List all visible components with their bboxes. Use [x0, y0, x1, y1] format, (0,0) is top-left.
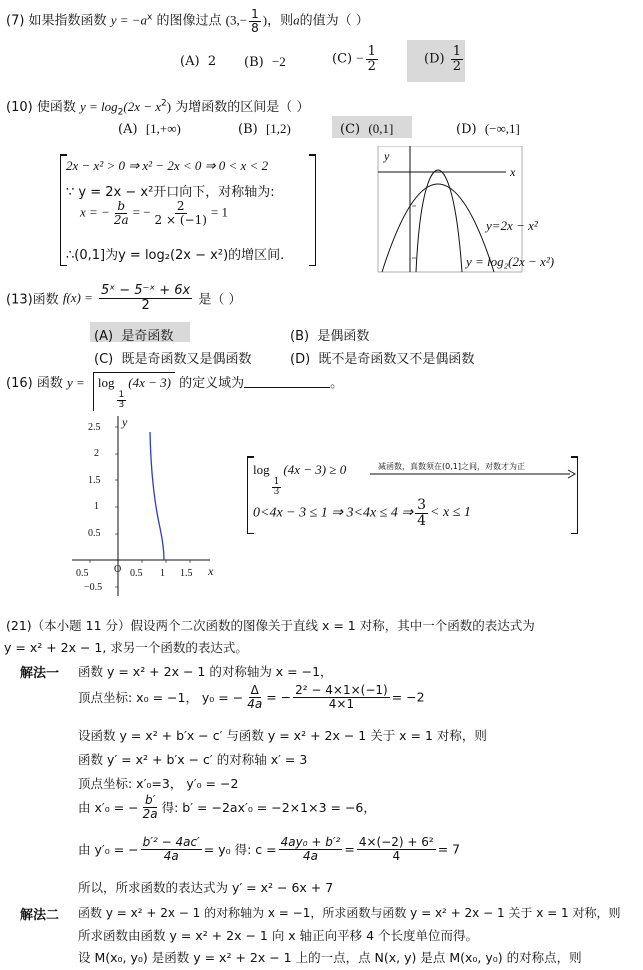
q7-option-d-label: (D): [424, 51, 445, 67]
q16-curve: [150, 432, 164, 560]
q7-option-c-den: 2: [367, 58, 376, 74]
q16-sol-l2-den: 4: [417, 512, 427, 529]
q16-prefix: (16) 函数: [6, 376, 63, 391]
q21-m1-l7-num1: b′² − 4ac′: [142, 835, 200, 849]
q21-m1-l2-a: 顶点坐标: x₀ = −1， y₀ = −: [78, 690, 244, 706]
q16-log-arg: (4x − 3): [128, 375, 171, 390]
q7-mid: 的图像过点: [156, 13, 222, 29]
q7-option-a-label: (A): [180, 54, 200, 69]
q13-option-c-label: (C): [94, 352, 114, 367]
q10-option-d-label: (D): [456, 122, 477, 137]
q16-arrow-note: 减函数，真数须在(0,1]之间，对数才为正: [378, 462, 525, 471]
q21-m1-l6-den: 2a: [142, 806, 158, 821]
q21-m1-line1: 函数 y = x² + 2x − 1 的对称轴为 x = −1，: [78, 664, 333, 679]
q10-option-a-value: [1,+∞): [145, 121, 181, 136]
q13-option-a-value: 是奇函数: [121, 329, 174, 344]
q16-sol-line1: [253, 462, 346, 498]
q21-m1-line4: 函数 y′ = x² + b′x − c′ 的对称轴 x′ = 3: [78, 752, 308, 767]
q7-option-d[interactable]: [424, 45, 465, 73]
q13-option-c-value: 既是奇函数又是偶函数: [121, 352, 252, 367]
q13-stem: [6, 284, 242, 312]
q21-m1-line3: 设函数 y = x² + b′x − c′ 与函数 y = x² + 2x − 1 关于 x = 1 对称，则: [78, 728, 487, 743]
q16-sol-base-den: 3: [273, 487, 280, 498]
q21-method2-label: 解法二: [20, 908, 60, 923]
q21-m1-l7-c: =: [344, 841, 355, 857]
q16-arrow: [370, 469, 578, 479]
q13-option-b-value: 是偶函数: [317, 329, 370, 344]
q13-option-a[interactable]: [94, 325, 173, 344]
q7-func: y = −a: [110, 12, 148, 28]
q16-ytick-neg0.5: −0.5: [84, 582, 103, 593]
q16-graph: [64, 410, 224, 600]
q10-stem: [6, 96, 309, 118]
q16-end: 。: [330, 376, 344, 391]
q21-m1-l7-num3: 4×(−2) + 6²: [358, 835, 434, 849]
q10-func-arg: (2x − x: [123, 99, 162, 114]
q10-label1-text: y=2x − x²: [486, 218, 538, 233]
q21-m1-l7-frac1: [141, 836, 202, 862]
q7-option-c-frac: [366, 45, 378, 73]
q21-m1-line6: [78, 794, 376, 820]
q10-graph-label-parabola: [486, 218, 538, 234]
q21-m1-l7-den2: 4a: [303, 848, 318, 863]
q7-prefix: (7) 如果指数函数: [6, 13, 107, 29]
q21-m1-l2-b: = −: [266, 689, 292, 705]
q7-option-c-label: (C): [332, 51, 353, 67]
q16-origin: O: [114, 564, 122, 575]
q16-log-base: [117, 391, 127, 411]
q7-point-den: 8: [251, 20, 259, 35]
q21-m2-line2: 所求函数由函数 y = x² + 2x − 1 向 x 轴正向平移 4 个长度单位而得。: [78, 928, 479, 943]
q10-sol-l3-frac2: [153, 200, 209, 226]
q21-line2: y = x² + 2x − 1, 求另一个函数的表达式。: [4, 640, 248, 655]
q16-sol-l2-frac: [415, 498, 428, 528]
q10-sol-l3-num1: b: [117, 199, 126, 213]
q21-m1-l6-num: b′: [144, 793, 156, 807]
q16-sol-log: log: [253, 462, 270, 477]
q16-xtick-0.5: 0.5: [130, 568, 143, 579]
q21-m1-l7-a: 由 y′₀ = −: [78, 842, 139, 858]
q7-suffix2: 的值为（ ）: [299, 13, 369, 29]
q10-sol-l3-c: = 1: [210, 204, 229, 220]
q7-option-c-sign: −: [356, 50, 364, 66]
q10-func-arg-close: ): [166, 99, 172, 114]
q21-m1-line7: [78, 836, 460, 862]
q7-option-a-value: 2: [207, 54, 217, 69]
q10-suffix: 为增函数的区间是（ ）: [175, 100, 310, 115]
q7-option-b[interactable]: [244, 54, 286, 70]
q7-option-a[interactable]: [180, 54, 216, 69]
q13-option-a-label: (A): [94, 329, 114, 344]
q7-option-c-num: 1: [367, 44, 376, 59]
q21-m1-l6-frac: [141, 794, 160, 820]
q13-option-c[interactable]: [94, 348, 252, 367]
q21-m1-line2: [78, 684, 425, 710]
q7-option-d-num: 1: [452, 44, 461, 59]
q13-func: f(x) =: [62, 290, 93, 306]
q16-sol-arg: (4x − 3) ≥ 0: [283, 462, 347, 477]
q21-m1-l2-num1: Δ: [250, 683, 259, 697]
q10-option-c[interactable]: [340, 121, 393, 137]
q16-sol-base-num: 1: [273, 477, 280, 487]
q16-sol-l2-num: 3: [417, 497, 427, 513]
q13-frac: [99, 284, 192, 312]
q21-m1-l6-b: 得: b′ = −2ax′₀ = −2×1×3 = −6，: [161, 800, 376, 816]
q16-sqrt: [93, 372, 175, 411]
q13-option-d-value: 既不是奇函数又不是偶函数: [318, 352, 475, 367]
q21-m1-l2-frac1: [245, 684, 264, 710]
q10-graph-xlabel: x: [510, 165, 516, 179]
q10-sol-l3-num2: 2: [176, 199, 185, 213]
q10-sol-l3-den1: 2a: [113, 212, 129, 227]
q16-sol-l2-b: < x ≤ 1: [430, 505, 471, 521]
q13-option-d-label: (D): [290, 352, 311, 367]
q13-prefix: (13)函数: [6, 292, 59, 308]
q7-option-b-value: −2: [271, 54, 286, 69]
q21-m1-l6-a: 由 x′₀ = −: [78, 800, 139, 816]
q13-option-b-label: (B): [290, 329, 310, 344]
q21-m1-l7-frac3: [357, 836, 436, 862]
q7-option-d-den: 2: [452, 58, 461, 74]
q21-m1-l7-d: = 7: [437, 841, 461, 857]
q10-option-c-value: (0,1]: [368, 121, 394, 136]
q21-m1-l7-den1: 4a: [163, 848, 179, 863]
q16-answer-blank[interactable]: [244, 376, 330, 388]
q10-sol-line4: ∴(0,1]为y = log₂(2x − x²)的增区间.: [66, 248, 285, 263]
q16-sol-l2-a: 0<4x − 3 ≤ 1 ⇒ 3<4x ≤ 4 ⇒: [253, 505, 414, 521]
q16-stem: [6, 372, 343, 411]
q16-xtick-1: 1: [160, 568, 165, 579]
q21-m1-l2-den2: 4×1: [328, 696, 355, 711]
q16-xtick-neg0.5: 0.5: [76, 568, 89, 579]
q21-m1-l7-b: = y₀ 得: c =: [203, 842, 277, 858]
q16-log: log: [97, 375, 115, 390]
q10-option-d[interactable]: [456, 121, 520, 137]
q21-line1: (21)（本小题 11 分）假设两个二次函数的图像关于直线 x = 1 对称，其中一个函数的表达式为: [6, 618, 535, 633]
q16-ytick-1.5: 1.5: [88, 475, 101, 486]
q21-m1-l2-frac2: [293, 684, 390, 710]
q16-ytick-2.5: 2.5: [88, 422, 101, 433]
q21-m1-l7-den3: 4: [392, 848, 401, 863]
q13-option-d[interactable]: [290, 348, 474, 367]
q10-option-b-value: [1,2): [265, 121, 291, 136]
q10-graph-label-log: [466, 254, 554, 270]
q10-sol-line3: [80, 200, 228, 226]
q16-suffix: 的定义域为: [179, 376, 245, 391]
q21-m1-l2-num2: 2² − 4×1×(−1): [295, 683, 388, 697]
q7-point-num: 1: [251, 7, 259, 21]
q16-sol-line2: [253, 498, 471, 528]
q16-log-base-den: 3: [118, 400, 125, 411]
q10-func-arg-sup: 2: [161, 98, 167, 109]
q10-sol-l3-b: = −: [132, 204, 151, 220]
q16-sol-base: [272, 478, 282, 498]
q10-option-a[interactable]: [118, 121, 181, 137]
q16-func: y =: [66, 375, 85, 390]
q21-m2-line1: 函数 y = x² + 2x − 1 的对称轴为 x = −1，所求函数与函数 y = x² + 2x − 1 关于 x = 1 对称，则: [78, 906, 621, 920]
q7-point-close: ): [262, 12, 268, 28]
q16-log-base-num: 1: [118, 390, 125, 400]
q10-sol-line1: [66, 158, 268, 174]
q7-func-sup: x: [147, 12, 153, 23]
q7-suffix: ，则: [267, 13, 294, 29]
q13-option-b[interactable]: [290, 325, 369, 344]
q10-sol-line2: ∵ y = 2x − x²开口向下，对称轴为:: [66, 185, 275, 200]
q13-den: 2: [141, 297, 150, 313]
q16-ylabel: y: [122, 415, 128, 429]
q16-ytick-1: 1: [94, 501, 99, 512]
q10-log-curve: [416, 170, 462, 272]
q7-option-d-frac: [451, 45, 463, 73]
q10-label2-text: y = log₂(2x − x²): [466, 254, 555, 269]
q16-ytick-2: 2: [94, 448, 99, 459]
q21-m1-l2-c: = −2: [391, 689, 425, 705]
q7-stem: [6, 8, 369, 34]
q13-suffix: 是（ ）: [198, 292, 242, 308]
q10-sol-l3-frac1: [112, 200, 131, 226]
q16-ytick-0.5: 0.5: [88, 528, 101, 539]
q10-option-b[interactable]: [238, 121, 291, 137]
q10-option-c-label: (C): [340, 122, 361, 137]
q10-option-a-label: (A): [118, 122, 138, 137]
q10-prefix: (10) 使函数: [6, 100, 76, 115]
q16-xlabel: x: [208, 564, 214, 578]
q10-option-b-label: (B): [238, 122, 258, 137]
q10-sol-line1-text: 2x − x² > 0 ⇒ x² − 2x < 0 ⇒ 0 < x < 2: [66, 158, 269, 173]
q10-sol-l3-a: x = −: [80, 204, 110, 220]
q16-xtick-1.5: 1.5: [180, 568, 193, 579]
q21-m1-l2-den1: 4a: [247, 696, 263, 711]
q13-num: 5ˣ − 5⁻ˣ + 6x: [101, 283, 191, 298]
q21-m1-line8: 所以，所求函数的表达式为 y′ = x² − 6x + 7: [78, 880, 334, 895]
q7-option-b-label: (B): [244, 55, 264, 70]
q10-func: y = log: [79, 99, 118, 114]
q10-option-d-value: (−∞,1]: [484, 121, 520, 136]
q21-m1-l7-num2: 4ay₀ + b′²: [280, 835, 341, 849]
q7-option-c[interactable]: [332, 45, 380, 73]
q21-m2-line3: 设 M(x₀, y₀) 是函数 y = x² + 2x − 1 上的一点，点 N(x, y) 是点 M(x₀, y₀) 的对称点，则: [78, 950, 582, 965]
q7-point-frac: [249, 8, 261, 34]
q7-var: a: [293, 12, 300, 28]
q10-func-sub: 2: [117, 107, 124, 118]
q7-point-open: (3,−: [225, 12, 248, 28]
q21-m1-l7-frac2: [279, 836, 343, 862]
q10-sol-l3-den2: 2 × (−1): [154, 212, 207, 227]
q21-method1-label: 解法一: [20, 666, 60, 681]
q10-graph-ylabel: y: [384, 149, 390, 163]
q21-m1-line5: 顶点坐标: x′₀=3， y′₀ = −2: [78, 776, 239, 791]
